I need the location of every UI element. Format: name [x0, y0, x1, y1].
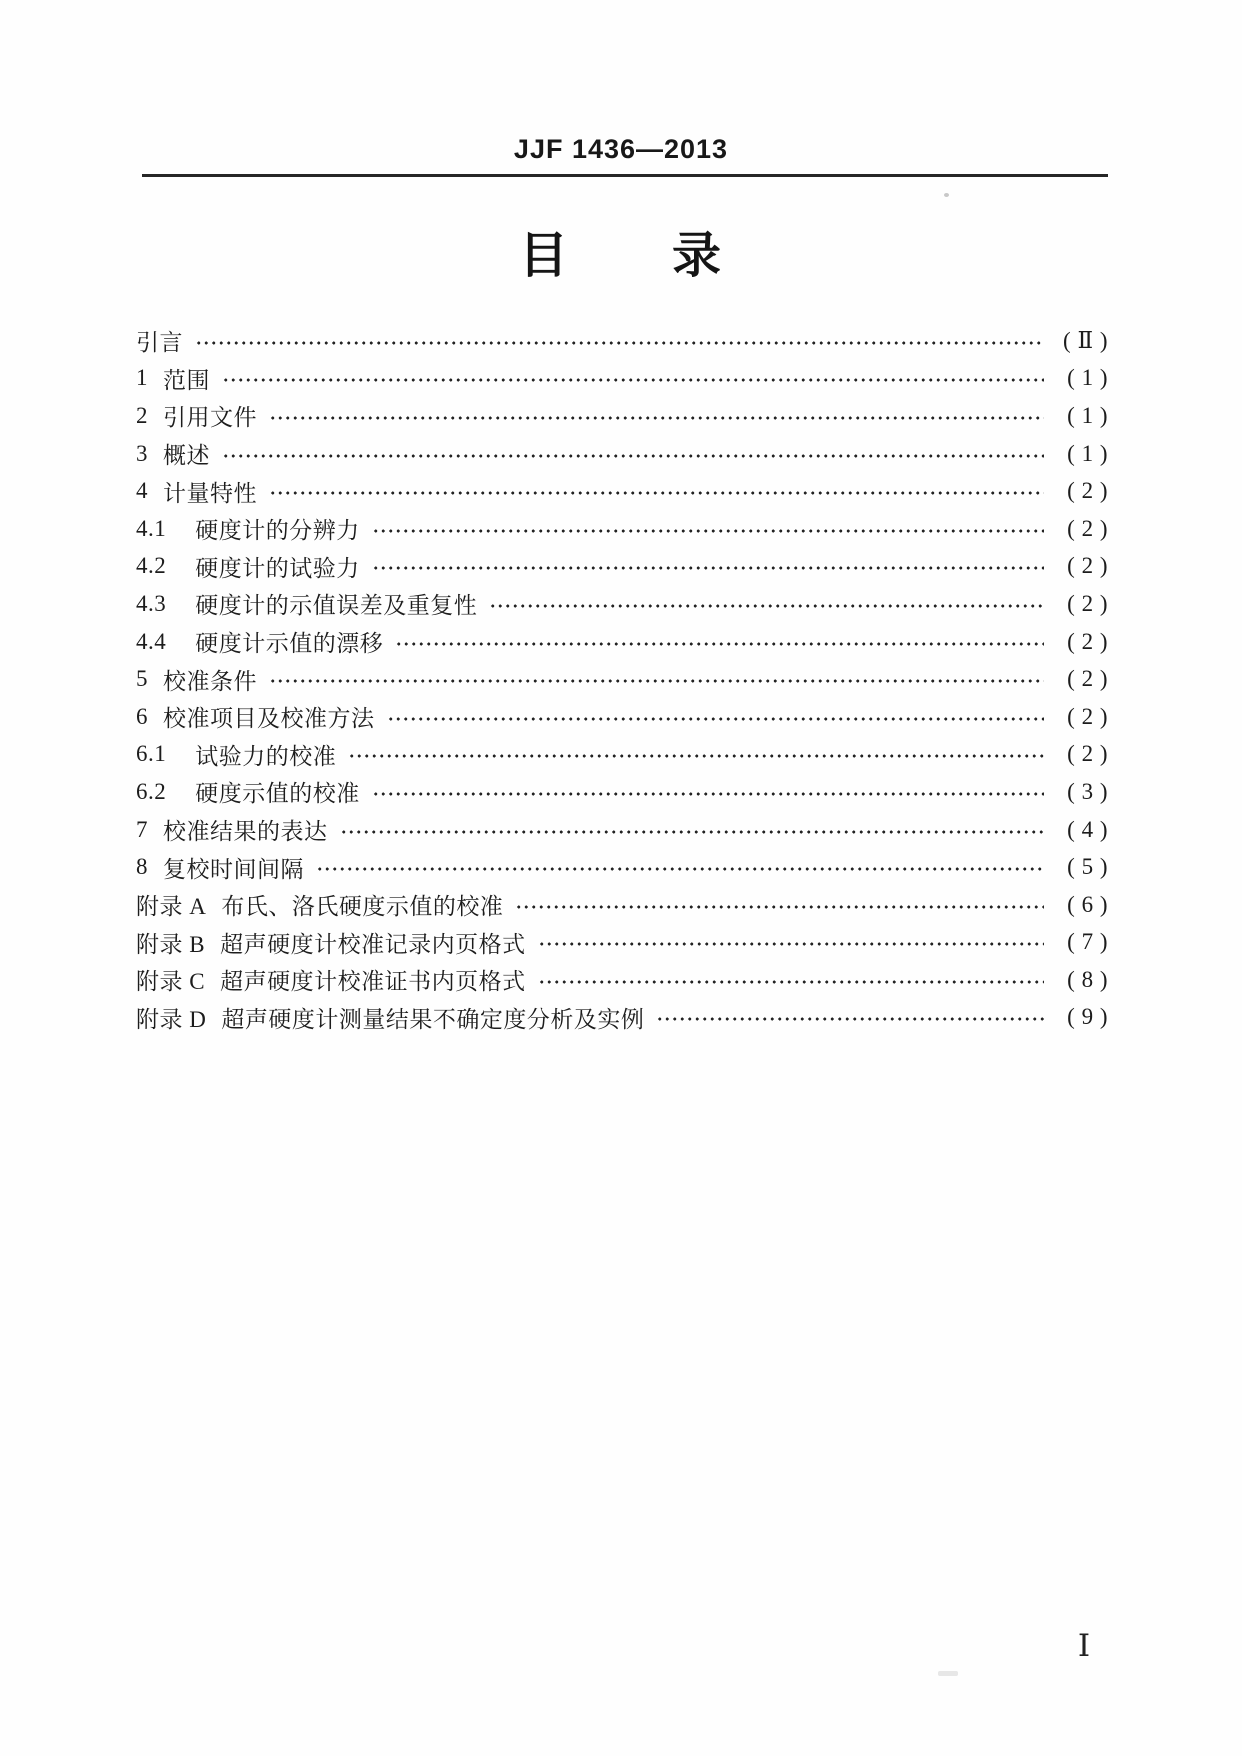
dot-leader — [222, 378, 1044, 382]
toc-title: 目 录 — [518, 228, 723, 283]
dot-leader — [269, 491, 1044, 495]
toc-entry — [136, 585, 1108, 623]
toc-entry-title: 硬度计的试验力 — [195, 555, 360, 581]
toc-entry-page: ( 8 ) — [1067, 966, 1108, 992]
toc-entry-title: 硬度示值的校准 — [195, 781, 360, 807]
dot-leader — [372, 529, 1044, 533]
toc-entry-page: ( 1 ) — [1067, 365, 1108, 391]
toc-entry-page: ( 2 ) — [1067, 741, 1108, 767]
toc-entry-title: 布氏、洛氏硬度示值的校准 — [221, 894, 504, 920]
toc-entry — [136, 322, 1108, 360]
toc-entry-page: ( 1 ) — [1067, 440, 1108, 466]
scan-artifact-smudge — [938, 1671, 958, 1676]
dot-leader — [538, 980, 1044, 984]
toc-entry-page: ( 2 ) — [1067, 628, 1108, 654]
toc-entry-title: 超声硬度计测量结果不确定度分析及实例 — [221, 1006, 645, 1032]
toc-entry-title: 复校时间间隔 — [163, 856, 304, 882]
dot-leader — [372, 566, 1044, 570]
toc-entry — [136, 924, 1108, 962]
dot-leader — [515, 905, 1044, 909]
toc-entry — [136, 660, 1108, 698]
toc-entry — [136, 886, 1108, 924]
toc-entry-number: 5 — [136, 666, 148, 692]
dot-leader — [395, 642, 1044, 646]
toc-entry-number: 4.1 — [136, 515, 167, 541]
toc-entry — [136, 698, 1108, 736]
toc-entry-number: 2 — [136, 402, 148, 428]
toc-entry-title: 校准条件 — [163, 668, 257, 694]
toc-entry-title: 试验力的校准 — [195, 743, 337, 769]
toc-entry-title: 范围 — [163, 367, 210, 393]
toc-entry-number: 6.1 — [136, 741, 167, 767]
toc-entry-number: 1 — [136, 365, 148, 391]
dot-leader — [489, 604, 1044, 608]
toc-entry-title: 超声硬度计校准记录内页格式 — [220, 931, 526, 957]
header-rule — [142, 174, 1108, 177]
toc-entry-page: ( 1 ) — [1067, 402, 1108, 428]
document-code: JJF 1436—2013 — [513, 134, 729, 164]
dot-leader — [387, 717, 1045, 721]
toc-entry-page: ( 2 ) — [1067, 553, 1108, 579]
toc-entry-page: ( 7 ) — [1067, 929, 1108, 955]
toc-entry-title: 超声硬度计校准证书内页格式 — [220, 969, 526, 995]
toc-list — [136, 322, 1108, 1036]
dot-leader — [222, 454, 1044, 458]
toc-entry — [136, 623, 1108, 661]
toc-entry-title: 概述 — [163, 443, 210, 469]
dot-leader — [195, 341, 1044, 345]
toc-entry-number: 3 — [136, 440, 148, 466]
toc-entry — [136, 548, 1108, 586]
toc-entry — [136, 848, 1108, 886]
toc-entry-page: ( 6 ) — [1067, 891, 1108, 917]
toc-entry-page: ( 2 ) — [1067, 666, 1108, 692]
toc-entry-number: 4.2 — [136, 553, 167, 579]
dot-leader — [269, 679, 1044, 683]
toc-entry-page: ( 2 ) — [1067, 515, 1108, 541]
toc-entry-page: ( 5 ) — [1067, 854, 1108, 880]
toc-entry-number: 附录 D — [136, 1006, 207, 1032]
toc-entry-page: ( 2 ) — [1067, 478, 1108, 504]
toc-entry-page: ( 4 ) — [1067, 816, 1108, 842]
toc-entry-number: 附录 A — [136, 894, 207, 920]
toc-entry-number: 4 — [136, 478, 148, 504]
toc-entry — [136, 397, 1108, 435]
dot-leader — [348, 754, 1044, 758]
toc-entry — [136, 435, 1108, 473]
toc-entry-page: ( 2 ) — [1067, 703, 1108, 729]
toc-entry — [136, 736, 1108, 774]
toc-entry-number: 4.4 — [136, 628, 167, 654]
toc-entry — [136, 811, 1108, 849]
toc-entry-title: 硬度计示值的漂移 — [195, 631, 384, 657]
dot-leader — [656, 1017, 1044, 1021]
page-number: Ⅰ — [1077, 1628, 1091, 1663]
toc-entry-page: ( 9 ) — [1067, 1004, 1108, 1030]
toc-entry-number: 7 — [136, 816, 148, 842]
toc-entry-number: 8 — [136, 854, 148, 880]
toc-entry-number: 6 — [136, 703, 148, 729]
toc-entry — [136, 999, 1108, 1037]
toc-entry-number: 6.2 — [136, 778, 167, 804]
toc-entry-title: 硬度计的分辨力 — [195, 518, 360, 544]
dot-leader — [372, 792, 1044, 796]
toc-entry-title: 引用文件 — [163, 405, 257, 431]
toc-entry — [136, 961, 1108, 999]
dot-leader — [316, 867, 1044, 871]
toc-entry — [136, 360, 1108, 398]
dot-leader — [269, 416, 1044, 420]
dot-leader — [538, 942, 1044, 946]
toc-entry-number: 4.3 — [136, 590, 167, 616]
toc-entry-title: 计量特性 — [163, 480, 257, 506]
toc-entry — [136, 472, 1108, 510]
toc-entry-number: 附录 C — [136, 969, 206, 995]
toc-entry-title: 引言 — [136, 330, 183, 356]
toc-entry — [136, 773, 1108, 811]
toc-entry-page: ( 3 ) — [1067, 778, 1108, 804]
dot-leader — [340, 830, 1045, 834]
toc-entry-title: 校准结果的表达 — [163, 819, 328, 845]
toc-entry-page: ( Ⅱ ) — [1063, 327, 1108, 353]
toc-entry-page: ( 2 ) — [1067, 590, 1108, 616]
scan-artifact-dot — [944, 193, 949, 197]
toc-entry — [136, 510, 1108, 548]
toc-entry-number: 附录 B — [136, 931, 206, 957]
toc-entry-title: 校准项目及校准方法 — [163, 706, 375, 732]
toc-entry-title: 硬度计的示值误差及重复性 — [195, 593, 478, 619]
